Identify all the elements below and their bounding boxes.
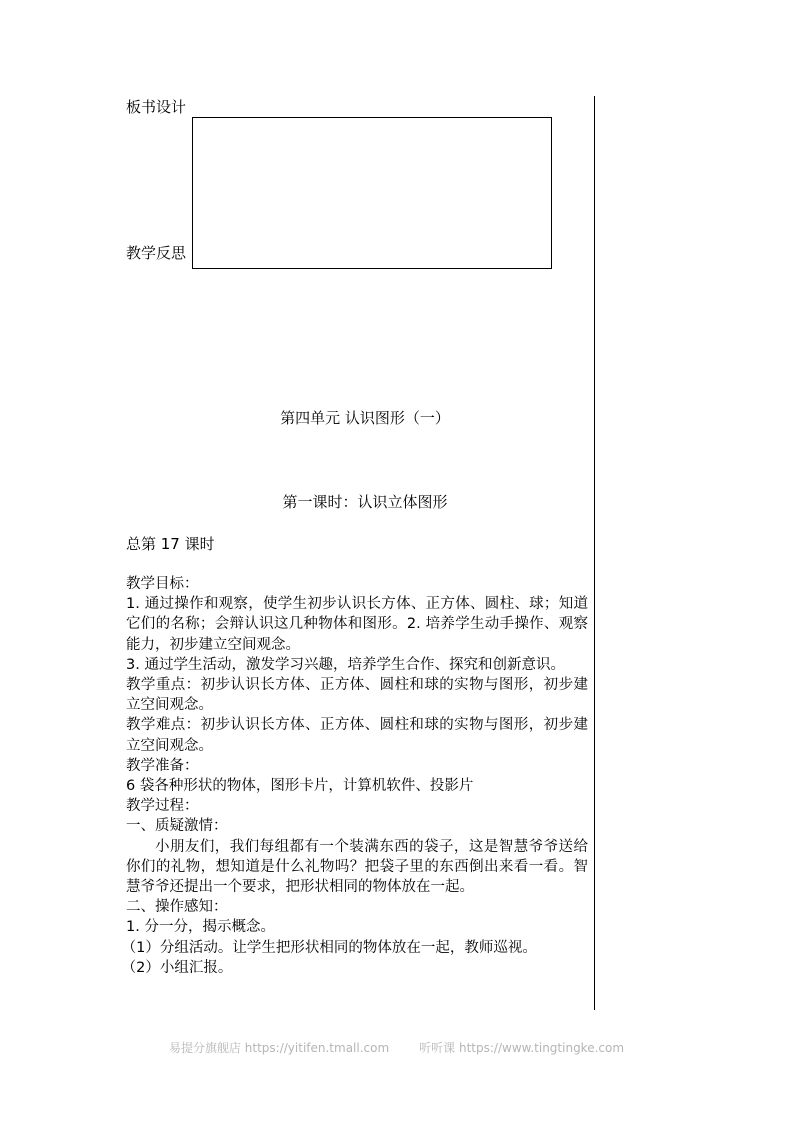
- step-subitem: （2）小组汇报。: [121, 959, 233, 976]
- objective-paragraph: 3. 通过学生活动，激发学习兴趣，培养学生合作、探究和创新意识。: [126, 656, 565, 673]
- lesson-number: 总第 17 课时: [126, 535, 215, 553]
- margin-rule: [594, 96, 595, 1010]
- preparation-paragraph: 6 袋各种形状的物体，图形卡片，计算机软件、投影片: [126, 778, 474, 795]
- step-heading: 一、质疑激情：: [126, 818, 228, 835]
- lesson-title: 第一课时：认识立体图形: [282, 493, 448, 511]
- board-design-box: [192, 117, 552, 269]
- objective-paragraph: 1. 通过操作和观察，使学生初步认识长方体、正方体、圆柱、球；知道它们的名称；会辩认识这几种物体和图形。2. 培养学生动手操作、观察能力，初步建立空间观念。: [126, 596, 588, 653]
- section-heading-preparation: 教学准备：: [126, 757, 199, 774]
- section-heading-process: 教学过程：: [126, 798, 199, 815]
- key-point-paragraph: 教学重点：初步认识长方体、正方体、圆柱和球的实物与图形，初步建立空间观念。: [126, 677, 588, 714]
- step-heading: 二、操作感知：: [126, 899, 228, 916]
- lesson-body: [121, 574, 588, 978]
- footer-left-text: 易提分旗舰店 https://yitifen.tmall.com: [168, 1041, 390, 1055]
- footer-watermark: [0, 1040, 793, 1056]
- board-design-label: 板书设计: [126, 98, 187, 116]
- reflection-label: 教学反思: [126, 244, 187, 262]
- step-subitem: （1）分组活动。让学生把形状相同的物体放在一起，教师巡视。: [121, 939, 537, 956]
- unit-title: 第四单元 认识图形（一）: [280, 409, 450, 427]
- step-paragraph: 小朋友们，我们每组都有一个装满东西的袋子，这是智慧爷爷送给你们的礼物，想知道是什么礼物吗？把袋子里的东西倒出来看一看。智慧爷爷还提出一个要求，把形状相同的物体放在一起。: [126, 838, 588, 896]
- footer-right-text: 听听课 https://www.tingtingke.com: [419, 1041, 625, 1055]
- section-heading-objectives: 教学目标：: [126, 576, 199, 592]
- step-item: 1. 分一分，揭示概念。: [126, 919, 275, 936]
- difficulty-paragraph: 教学难点：初步认识长方体、正方体、圆柱和球的实物与图形，初步建立空间观念。: [126, 717, 588, 754]
